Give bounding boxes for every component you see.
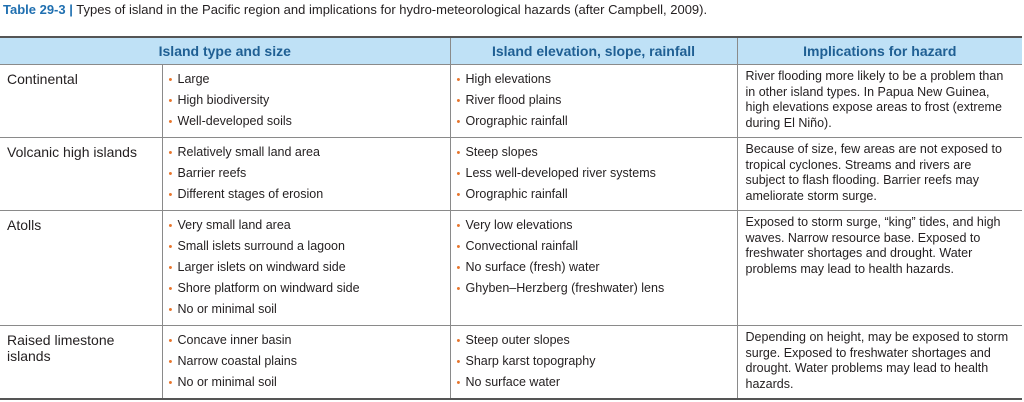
list-item-text: Narrow coastal plains (177, 354, 297, 368)
list-item-text: Steep outer slopes (465, 333, 570, 347)
island-type-cell: Continental (0, 65, 162, 138)
list-item-text: Ghyben–Herzberg (freshwater) lens (465, 281, 665, 295)
header-implications: Implications for hazard (737, 37, 1022, 65)
elevation-list (457, 69, 737, 132)
island-type-cell: Volcanic high islands (0, 138, 162, 211)
list-item (169, 372, 450, 393)
list-item (457, 90, 737, 111)
bullet-icon: • (168, 95, 173, 107)
island-type-cell: Raised limestone islands (0, 326, 162, 400)
bullet-icon: • (456, 168, 461, 180)
list-item (169, 90, 450, 111)
bullet-icon: • (456, 241, 461, 253)
list-item-text: High elevations (465, 72, 551, 86)
bullet-icon: • (168, 335, 173, 347)
list-item-text: No or minimal soil (177, 375, 277, 389)
table-header-row (0, 37, 1022, 65)
bullet-icon: • (168, 304, 173, 316)
size-list-cell (162, 138, 450, 211)
list-item (169, 257, 450, 278)
bullet-icon: • (168, 74, 173, 86)
elevation-list-cell (450, 65, 737, 138)
bullet-icon: • (456, 74, 461, 86)
list-item (169, 299, 450, 320)
header-elevation-slope-rainfall: Island elevation, slope, rainfall (450, 37, 737, 65)
list-item (169, 351, 450, 372)
list-item (457, 257, 737, 278)
list-item (457, 372, 737, 393)
implications-cell: River flooding more likely to be a problem than in other island types. In Papua New Guinea, high elevations expose areas to frost (extreme during El Niño). (737, 65, 1022, 138)
list-item-text: Steep slopes (465, 145, 538, 159)
elevation-list (457, 215, 737, 299)
list-item-text: Well-developed soils (177, 114, 292, 128)
list-item (169, 163, 450, 184)
size-list (169, 215, 450, 320)
elevation-list (457, 330, 737, 393)
size-list (169, 69, 450, 132)
caption-label: Table 29-3 (3, 2, 66, 17)
list-item-text: No surface (fresh) water (465, 260, 600, 274)
bullet-icon: • (456, 147, 461, 159)
list-item (457, 330, 737, 351)
bullet-icon: • (168, 189, 173, 201)
list-item (457, 236, 737, 257)
bullet-icon: • (168, 220, 173, 232)
elevation-list-cell (450, 326, 737, 400)
list-item-text: Sharp karst topography (465, 354, 596, 368)
list-item-text: Larger islets on windward side (177, 260, 346, 274)
table-body (0, 65, 1022, 400)
list-item (457, 351, 737, 372)
bullet-icon: • (168, 147, 173, 159)
list-item (457, 111, 737, 132)
bullet-icon: • (168, 377, 173, 389)
list-item (169, 184, 450, 205)
bullet-icon: • (168, 262, 173, 274)
caption-separator: | (69, 2, 73, 17)
list-item (457, 278, 737, 299)
list-item-text: No or minimal soil (177, 302, 277, 316)
implications-cell: Depending on height, may be exposed to storm surge. Exposed to freshwater shortages and drought. Water problems may lead to health hazards. (737, 326, 1022, 400)
list-item (169, 236, 450, 257)
header-island-type-size: Island type and size (0, 37, 450, 65)
list-item-text: Less well-developed river systems (465, 166, 656, 180)
bullet-icon: • (456, 262, 461, 274)
list-item-text: Large (177, 72, 210, 86)
list-item-text: Very small land area (177, 218, 291, 232)
list-item (457, 69, 737, 90)
bullet-icon: • (168, 356, 173, 368)
list-item-text: Convectional rainfall (465, 239, 579, 253)
list-item-text: Relatively small land area (177, 145, 320, 159)
list-item (169, 215, 450, 236)
size-list (169, 330, 450, 393)
size-list (169, 142, 450, 205)
list-item-text: Very low elevations (465, 218, 573, 232)
implications-cell: Exposed to storm surge, “king” tides, and high waves. Narrow resource base. Exposed to freshwater shortages and drought. Water problems may lead to health hazards. (737, 211, 1022, 326)
table-row (0, 211, 1022, 326)
table-row (0, 138, 1022, 211)
list-item-text: No surface water (465, 375, 560, 389)
bullet-icon: • (168, 168, 173, 180)
bullet-icon: • (456, 356, 461, 368)
table-caption (3, 2, 1021, 18)
list-item-text: High biodiversity (177, 93, 270, 107)
list-item-text: River flood plains (465, 93, 562, 107)
list-item-text: Barrier reefs (177, 166, 247, 180)
bullet-icon: • (456, 189, 461, 201)
bullet-icon: • (456, 335, 461, 347)
size-list-cell (162, 326, 450, 400)
list-item-text: Small islets surround a lagoon (177, 239, 345, 253)
list-item (457, 184, 737, 205)
list-item-text: Shore platform on windward side (177, 281, 360, 295)
size-list-cell (162, 211, 450, 326)
bullet-icon: • (168, 283, 173, 295)
bullet-icon: • (168, 116, 173, 128)
list-item (169, 142, 450, 163)
list-item-text: Concave inner basin (177, 333, 292, 347)
list-item-text: Orographic rainfall (465, 114, 568, 128)
implications-cell: Because of size, few areas are not exposed to tropical cyclones. Streams and rivers are subject to flash flooding. Barrier reefs may ameliorate storm surge. (737, 138, 1022, 211)
elevation-list-cell (450, 211, 737, 326)
elevation-list-cell (450, 138, 737, 211)
table-row (0, 326, 1022, 400)
list-item (457, 142, 737, 163)
bullet-icon: • (456, 95, 461, 107)
list-item (169, 69, 450, 90)
island-type-cell: Atolls (0, 211, 162, 326)
list-item (169, 278, 450, 299)
list-item (169, 330, 450, 351)
bullet-icon: • (456, 283, 461, 295)
list-item (169, 111, 450, 132)
bullet-icon: • (456, 377, 461, 389)
table-row (0, 65, 1022, 138)
list-item-text: Different stages of erosion (177, 187, 324, 201)
bullet-icon: • (456, 220, 461, 232)
list-item (457, 163, 737, 184)
bullet-icon: • (456, 116, 461, 128)
size-list-cell (162, 65, 450, 138)
bullet-icon: • (168, 241, 173, 253)
elevation-list (457, 142, 737, 205)
island-types-table (0, 36, 1022, 400)
list-item-text: Orographic rainfall (465, 187, 568, 201)
list-item (457, 215, 737, 236)
caption-text: Types of island in the Pacific region and implications for hydro-meteorological hazards (after Campbell, 2009). (76, 2, 708, 17)
